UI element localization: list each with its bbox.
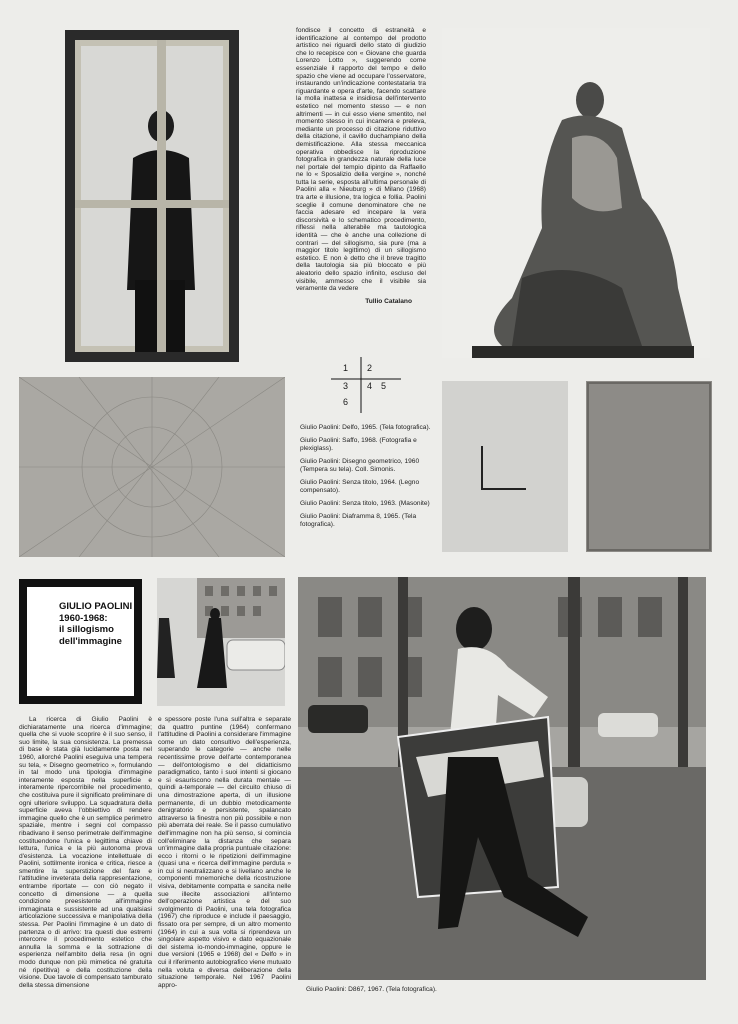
photo-man-walking: [298, 577, 706, 980]
body-column-1: [19, 716, 152, 998]
bottom-caption: Giulio Paolini: D867, 1967. (Tela fotografica).: [306, 986, 437, 993]
body-column-2: [158, 716, 291, 998]
photo-man-behind-frame: [65, 30, 239, 362]
article-paragraph: fondisce il concetto di estraneità e identificazione al contempo del prodotto artistico nei riguardi dello stato di giudizio che lo recepisce con « Giovane che guarda Lorenzo Lotto », suggerendo come essenziale il rapporto del tempo e dello spazio che viene ad occupare l'osservatore, instaurando un'indicazione contestataria tra riguardante e opera d'arte, facendo scattare la molla inattesa e insidiosa dell'intervento estetico nel momento stesso — e non altrimenti — in cui esso viene smentito, nel momento stesso in cui incamera e preleva, mediante un processo di citazione riduttivo della citazione, il cavillo duchampiano della demistificazione. Alla stessa meccanica operativa obbedisce la riproduzione fotografica in grandezza naturale della luce nel portale del tempio dipinto da Raffaello ne lo « Sposalizio della vergine », nonché tutta la serie, esposta all'ultima personale di Paolini alla « Nieuburg » di Milano (1968) tra arte e illusione, tra logica e follia. Paolini sceglie il comune denominatore che ne faccia adesare ed incepare la vera discorsività e lo schematico procedimento, riflessi nella alterabile ma tautologica identità — che è anche una collezione di contrari — del sillogismo, sia pure (ma a maggior titolo legittimo) di un sillogismo estetico. E non è detto che il breve tragitto della tautologia sia più bloccato e più aleatorio dello spazio infinito, escluso del visibile, ammesso che il visibile sia veramente da vedere: [296, 27, 426, 293]
article-paragraph: e spessore poste l'una sull'altra e separate da quattro puntine (1964) confermano l'attitudine di Paolini a considerare l'immagine come un dato consultivo dell'esperienza, superando le categorie — anche nelle recentissime prove dell'arte contemporanea — dell'ontologismo e del didatticismo paradigmatico, tanto i suoi intenti si giocano e si esauriscono nella durata mentale — quindi a-temporale — del circuito chiuso di una dimostrazione aperta, di un illusione permanente, di un dubbio metodicamente denigratorio e persistente, spalancato attraverso la finestra non più possibile e non più aberrata dei reale. Se il passo cumulativo dell'immagine non ha più senso, si comincia coll'eliminare la distanza che separa un'immagine dalla propria puntuale citazione: ecco i ritorni o le ripetizioni dell'immagine (quasi una « ricerca dell'immagine perduta » in cui si neutralizzano e si livellano anche le componenti mnemoniche della ricostruzione visiva, debitamente compatta e sancita nelle sue illecite associazioni all'interno dell'operazione artistica e del suo svolgimento di Paolini, una tela fotografica (1967) che riproduce e include il paesaggio, fissato ora per sempre, di un altro momento (1964) in cui a sua volta si riprendeva un singolare aspetto visivo e dato equazionale del sistema io-mondo-immagine, oppure le due versioni (1965 e 1968) del « Delfo » in cui il riferimento autobiografico viene mutuato nella voluta e diversa deliberazione della situazione temporale. Nel 1967 Paolini appro-: [158, 716, 291, 989]
grid-number: 3: [343, 381, 349, 391]
caption: Giulio Paolini: Senza titolo, 1964. (Legno compensato).: [300, 479, 420, 494]
title-line: GIULIO PAOLINI: [59, 601, 133, 612]
photo-statue: [442, 28, 710, 358]
captions-list: [300, 424, 434, 529]
title-line: il sillogismo: [59, 624, 114, 635]
caption: Giulio Paolini: Senza titolo, 1963. (Masonite): [300, 500, 430, 507]
photo-disegno-geometrico: [19, 377, 285, 557]
title-line: 1960-1968:: [59, 612, 108, 624]
top-text-column: [296, 27, 426, 337]
caption: Giulio Paolini: Saffo, 1968. (Fotografia e plexiglass).: [300, 437, 417, 452]
caption: Giulio Paolini: Disegno geometrico, 1960 (Tempera su tela). Coll. Simonis.: [300, 458, 420, 473]
grid-diagram: [325, 355, 405, 415]
photo-street-scene: [157, 578, 285, 706]
grid-number: 2: [367, 363, 373, 373]
grid-number: 6: [343, 397, 349, 407]
title-line: dell'immagine: [59, 635, 122, 647]
caption: Giulio Paolini: Diaframma 8, 1965. (Tela fotografica).: [300, 513, 417, 528]
grid-number: 4: [367, 381, 373, 391]
article-title-box: [19, 579, 142, 704]
article-paragraph: La ricerca di Giulio Paolini è dichiaratamente una ricerca d'immagine; quella che si vuole scoprire è il suo senso, il suo limite, la sua consistenza. La premessa di base è stata già lucidamente posta nel 1960, allorché Paolini eseguiva una tempera su tela, « Disegno geometrico », formulando in tal modo una tipologia d'immagine interamente esposta nella superficie e interamente ripercorribile nel procedimento, che costituiva pure il significato preliminare di ogni ulteriore sviluppo. La squadratura della superficie aveva l'obbiettivo di rendere immagine quello che è un semplice perimetro spaziale, mentre i segni col compasso ribadivano il senso perimetrale dell'immagine costituendone l'unica e legittima chiave di lettura, l'unica e la più autonoma prova d'esistenza. La vocazione intellettuale di Paolini, sottilmente ironica e critica, riesce a smentire la superstizione del fare e l'attitudine inveterata della rappresentazione, entrambe riportate — con ciò negato il concetto di dimensione — a quella condizione preesistente all'immagine immaginata e sussistente ad una qualsiasi articolazione successiva e manipolativa della stessa. Per Paolini l'immagine è un dato di partenza o di arrivo: tra questi due estremi intercorre il procedimento estetico che annulla la somma e la sottrazione di esperienza nell'ambito della resa (in ogni modo dunque non più mimetica né gratuita né ripetitiva) e della costituzione della visione. Due tavole di compensato tamburato della stessa dimensione: [19, 716, 152, 989]
photo-senza-titolo-1963: [586, 381, 712, 552]
photo-senza-titolo-1964: [442, 381, 568, 552]
caption: Giulio Paolini: Delfo, 1965. (Tela fotografica).: [300, 424, 431, 431]
author-name: Tullio Catalano: [365, 297, 412, 305]
grid-number: 1: [343, 363, 349, 373]
grid-number: 5: [381, 381, 387, 391]
